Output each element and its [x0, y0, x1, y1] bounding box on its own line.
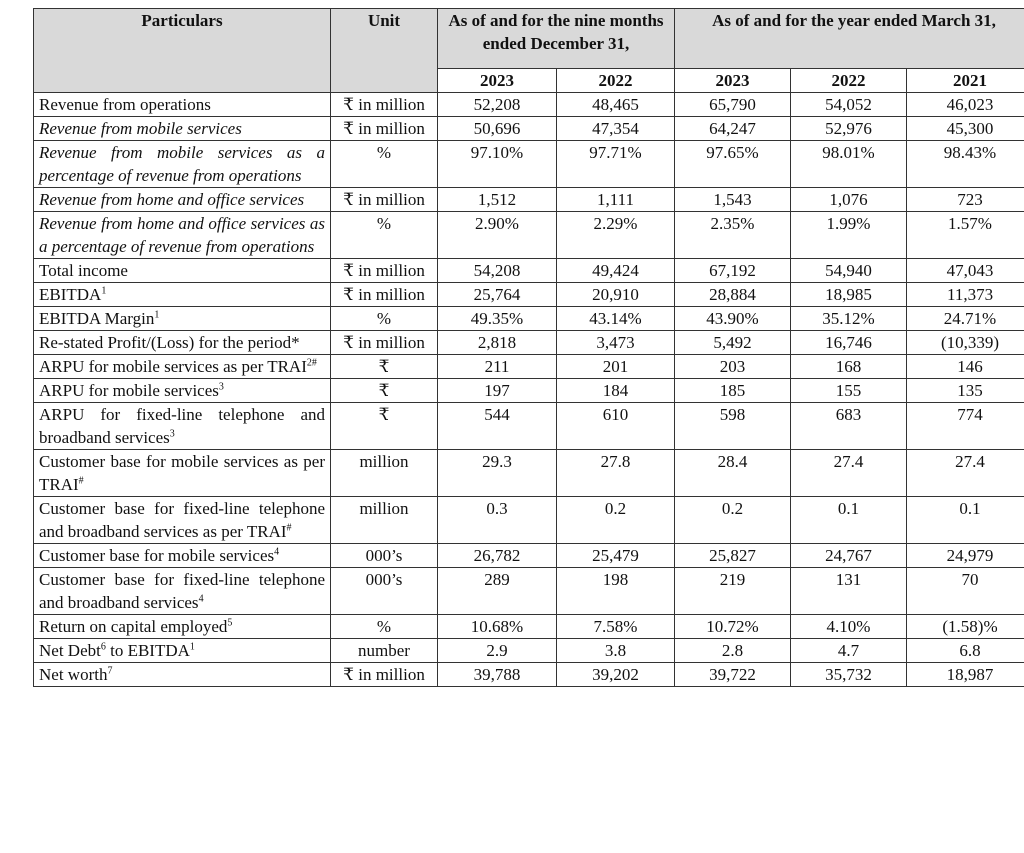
row-label-text: Net worth	[39, 665, 108, 684]
header-unit: Unit	[331, 9, 438, 93]
row-value: 135	[907, 379, 1024, 403]
row-label	[34, 331, 331, 355]
row-value: 98.43%	[907, 141, 1024, 188]
table-row	[34, 639, 1024, 663]
row-value: 155	[791, 379, 907, 403]
header-particulars: Particulars	[34, 9, 331, 93]
row-label-text: Re-stated Profit/(Loss) for the period*	[39, 333, 300, 352]
row-value: 544	[438, 403, 557, 450]
table-row	[34, 283, 1024, 307]
table-row	[34, 117, 1024, 141]
row-label	[34, 544, 331, 568]
header-year: 2022	[791, 69, 907, 93]
row-value: 723	[907, 188, 1024, 212]
row-label	[34, 188, 331, 212]
row-label-text: ARPU for fixed-line telephone and broadband services	[39, 405, 325, 447]
row-label	[34, 379, 331, 403]
row-unit: ₹ in million	[331, 331, 438, 355]
row-value: 289	[438, 568, 557, 615]
footnote-marker: 1	[189, 641, 195, 653]
table-row	[34, 379, 1024, 403]
footnote-marker: 1	[101, 285, 107, 297]
row-value: 131	[791, 568, 907, 615]
row-value: 26,782	[438, 544, 557, 568]
row-unit: %	[331, 141, 438, 188]
row-unit: million	[331, 450, 438, 497]
footnote-marker: 4	[198, 593, 204, 605]
row-value: 39,202	[557, 663, 675, 687]
footnote-marker: #	[286, 522, 292, 534]
row-value: 97.10%	[438, 141, 557, 188]
row-value: 28.4	[675, 450, 791, 497]
table-row	[34, 544, 1024, 568]
row-value: 24,979	[907, 544, 1024, 568]
row-label	[34, 568, 331, 615]
row-label-text: Total income	[39, 261, 128, 280]
row-value: 35.12%	[791, 307, 907, 331]
row-value: 1,111	[557, 188, 675, 212]
row-unit: ₹ in million	[331, 283, 438, 307]
row-value: 203	[675, 355, 791, 379]
row-value: 0.1	[907, 497, 1024, 544]
table-row	[34, 568, 1024, 615]
row-label	[34, 615, 331, 639]
row-value: 219	[675, 568, 791, 615]
row-unit: ₹ in million	[331, 117, 438, 141]
row-label-text: Revenue from home and office services as a percentage of revenue from operations	[39, 214, 325, 256]
row-unit: %	[331, 307, 438, 331]
row-value: 185	[675, 379, 791, 403]
row-value: 28,884	[675, 283, 791, 307]
table-row	[34, 188, 1024, 212]
row-value: 27.4	[907, 450, 1024, 497]
row-value: 197	[438, 379, 557, 403]
financial-metrics-table	[33, 8, 1024, 687]
row-label	[34, 307, 331, 331]
row-label-text: Customer base for fixed-line telephone and broadband services	[39, 570, 325, 612]
row-value: 4.7	[791, 639, 907, 663]
row-value: 0.2	[557, 497, 675, 544]
row-value: 4.10%	[791, 615, 907, 639]
row-value: 24,767	[791, 544, 907, 568]
table-row	[34, 331, 1024, 355]
row-value: (10,339)	[907, 331, 1024, 355]
row-value: 46,023	[907, 93, 1024, 117]
row-label	[34, 259, 331, 283]
row-label	[34, 355, 331, 379]
row-value: 25,479	[557, 544, 675, 568]
row-value: 54,940	[791, 259, 907, 283]
row-value: 50,696	[438, 117, 557, 141]
row-unit: ₹ in million	[331, 663, 438, 687]
row-unit: number	[331, 639, 438, 663]
row-value: 43.14%	[557, 307, 675, 331]
row-value: 683	[791, 403, 907, 450]
row-value: 1.99%	[791, 212, 907, 259]
row-value: 25,764	[438, 283, 557, 307]
row-value: 610	[557, 403, 675, 450]
row-unit: 000’s	[331, 568, 438, 615]
table-row	[34, 93, 1024, 117]
row-value: 3.8	[557, 639, 675, 663]
row-value: 168	[791, 355, 907, 379]
footnote-marker: #	[78, 475, 84, 487]
table-row	[34, 403, 1024, 450]
row-value: 97.65%	[675, 141, 791, 188]
footnote-marker: 5	[227, 617, 233, 629]
row-value: 48,465	[557, 93, 675, 117]
row-label	[34, 663, 331, 687]
row-value: 39,788	[438, 663, 557, 687]
row-value: 211	[438, 355, 557, 379]
row-value: 11,373	[907, 283, 1024, 307]
row-value: 64,247	[675, 117, 791, 141]
row-unit: %	[331, 212, 438, 259]
row-value: 47,043	[907, 259, 1024, 283]
row-label	[34, 117, 331, 141]
footnote-marker: 4	[274, 546, 280, 558]
row-label	[34, 93, 331, 117]
row-unit: million	[331, 497, 438, 544]
row-value: 47,354	[557, 117, 675, 141]
row-value: 1,512	[438, 188, 557, 212]
row-unit: ₹	[331, 355, 438, 379]
row-value: 43.90%	[675, 307, 791, 331]
row-value: 1,543	[675, 188, 791, 212]
footnote-marker: 6	[100, 641, 106, 653]
row-value: 7.58%	[557, 615, 675, 639]
row-value: 0.2	[675, 497, 791, 544]
row-value: 18,987	[907, 663, 1024, 687]
row-unit: ₹ in million	[331, 259, 438, 283]
table-row	[34, 663, 1024, 687]
row-unit: ₹	[331, 379, 438, 403]
row-label-text: Revenue from home and office services	[39, 190, 305, 209]
row-value: 0.1	[791, 497, 907, 544]
row-label-text: Customer base for mobile services as per TRAI	[39, 452, 325, 494]
row-label-text: EBITDA Margin	[39, 309, 155, 328]
row-label	[34, 403, 331, 450]
row-value: 184	[557, 379, 675, 403]
row-unit: ₹ in million	[331, 188, 438, 212]
table-row	[34, 212, 1024, 259]
table-row	[34, 497, 1024, 544]
row-value: 27.8	[557, 450, 675, 497]
row-value: 35,732	[791, 663, 907, 687]
row-value: 2.29%	[557, 212, 675, 259]
row-value: 16,746	[791, 331, 907, 355]
table-row	[34, 307, 1024, 331]
row-value: 198	[557, 568, 675, 615]
row-label-text: ARPU for mobile services as per TRAI	[39, 357, 307, 376]
row-label-text: Revenue from mobile services as a percentage of revenue from operations	[39, 143, 325, 185]
row-value: 52,976	[791, 117, 907, 141]
header-year: 2023	[675, 69, 791, 93]
table-row	[34, 355, 1024, 379]
row-value: 52,208	[438, 93, 557, 117]
header-year-ended: As of and for the year ended March 31,	[675, 9, 1024, 69]
table-row	[34, 450, 1024, 497]
row-unit: %	[331, 615, 438, 639]
row-value: 1,076	[791, 188, 907, 212]
table-row	[34, 615, 1024, 639]
row-value: 49,424	[557, 259, 675, 283]
row-value: 27.4	[791, 450, 907, 497]
row-value: 0.3	[438, 497, 557, 544]
row-value: 54,208	[438, 259, 557, 283]
row-value: 10.68%	[438, 615, 557, 639]
footnote-marker: 7	[107, 665, 113, 677]
header-nine-months: As of and for the nine months ended December 31,	[438, 9, 675, 69]
row-value: 65,790	[675, 93, 791, 117]
row-label	[34, 283, 331, 307]
row-value: 774	[907, 403, 1024, 450]
row-value: 2.9	[438, 639, 557, 663]
row-value: 2.8	[675, 639, 791, 663]
row-unit: ₹ in million	[331, 93, 438, 117]
table-body	[34, 93, 1024, 687]
row-unit: ₹	[331, 403, 438, 450]
row-value: 3,473	[557, 331, 675, 355]
footnote-marker: 2#	[306, 357, 317, 369]
footnote-marker: 3	[218, 381, 224, 393]
footnote-marker: 3	[169, 428, 175, 440]
footnote-marker: 1	[154, 309, 160, 321]
row-value: 201	[557, 355, 675, 379]
row-value: 146	[907, 355, 1024, 379]
row-value: (1.58)%	[907, 615, 1024, 639]
row-value: 29.3	[438, 450, 557, 497]
row-value: 25,827	[675, 544, 791, 568]
row-value: 98.01%	[791, 141, 907, 188]
row-label	[34, 450, 331, 497]
row-label-suffix: to EBITDA	[105, 641, 190, 660]
row-value: 2.90%	[438, 212, 557, 259]
row-label-text: Customer base for mobile services	[39, 546, 275, 565]
row-value: 10.72%	[675, 615, 791, 639]
table-row	[34, 141, 1024, 188]
row-value: 49.35%	[438, 307, 557, 331]
header-year: 2022	[557, 69, 675, 93]
row-value: 598	[675, 403, 791, 450]
header-year: 2023	[438, 69, 557, 93]
row-label	[34, 141, 331, 188]
row-value: 70	[907, 568, 1024, 615]
row-label-text: Revenue from operations	[39, 95, 211, 114]
row-value: 67,192	[675, 259, 791, 283]
row-value: 20,910	[557, 283, 675, 307]
row-label-text: Return on capital employed	[39, 617, 228, 636]
row-value: 54,052	[791, 93, 907, 117]
row-label	[34, 212, 331, 259]
row-label	[34, 497, 331, 544]
row-label-text: Net Debt	[39, 641, 101, 660]
row-label-text: ARPU for mobile services	[39, 381, 219, 400]
row-value: 45,300	[907, 117, 1024, 141]
row-label-text: Customer base for fixed-line telephone and broadband services as per TRAI	[39, 499, 325, 541]
row-value: 2.35%	[675, 212, 791, 259]
row-value: 6.8	[907, 639, 1024, 663]
row-label	[34, 639, 331, 663]
row-label-text: Revenue from mobile services	[39, 119, 242, 138]
row-value: 39,722	[675, 663, 791, 687]
row-value: 1.57%	[907, 212, 1024, 259]
header-year: 2021	[907, 69, 1024, 93]
row-value: 5,492	[675, 331, 791, 355]
row-unit: 000’s	[331, 544, 438, 568]
row-value: 2,818	[438, 331, 557, 355]
row-value: 97.71%	[557, 141, 675, 188]
table-row	[34, 259, 1024, 283]
row-value: 24.71%	[907, 307, 1024, 331]
row-label-text: EBITDA	[39, 285, 102, 304]
row-value: 18,985	[791, 283, 907, 307]
